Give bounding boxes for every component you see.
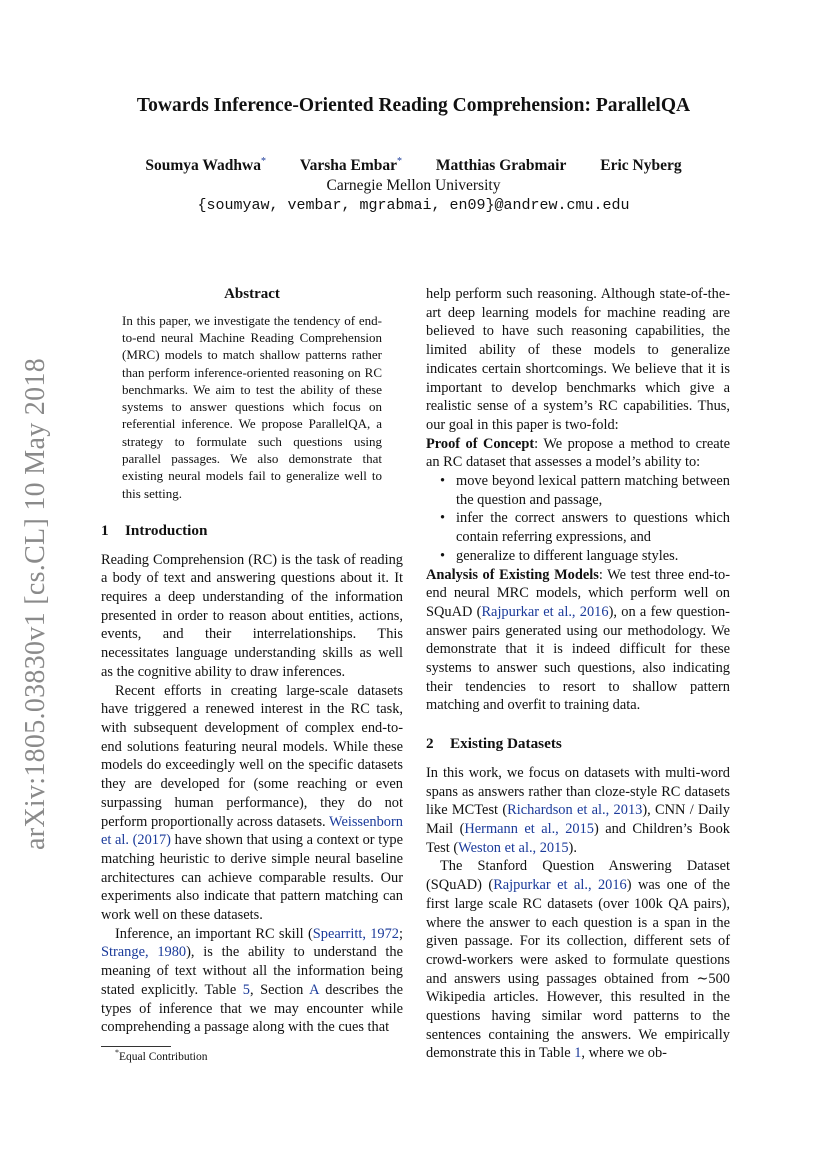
citation-weston[interactable]: Weston et al., 2015 bbox=[458, 839, 569, 856]
citation-richardson[interactable]: Richardson et al., 2013 bbox=[507, 802, 643, 819]
intro-paragraph-3: Inference, an important RC skill (Spearritt, 1972; Strange, 1980), is the ability to understand the meaning of text without all the information being stated explicitly. Table 5, Section A describes the types of inference that we may encounter while comprehending a passage along with the cues that bbox=[101, 925, 404, 1036]
citation-rajpurkar[interactable]: Rajpurkar et al., 2016 bbox=[481, 603, 609, 620]
right-column bbox=[426, 285, 730, 1063]
citation-rajpurkar-2[interactable]: Rajpurkar et al., 2016 bbox=[493, 877, 627, 894]
author-list bbox=[0, 156, 827, 175]
abstract-body: In this paper, we investigate the tendency of end-to-end neural Machine Reading Comprehension (MRC) models to match shallow patterns rather than perform inference-oriented reasoning on RC benchmarks. We aim to test the ability of these systems to answer questions which focus on referential inference. We propose ParallelQA, a strategy to formulate such questions using parallel passages. We also demonstrate that existing neural models fail to generalize well to this setting. bbox=[122, 312, 382, 501]
paper-title: Towards Inference-Oriented Reading Comprehension: ParallelQA bbox=[136, 95, 691, 116]
list-item: • infer the correct answers to questions which contain referring expressions, and bbox=[440, 510, 730, 546]
bullet-icon: • bbox=[440, 547, 446, 564]
author-4: Eric Nyberg bbox=[600, 157, 682, 175]
intro-paragraph-1: Reading Comprehension (RC) is the task of reading a body of text and answering questions about it. It requires a deep understanding of the information presented in order to reason about entities, actions, events, and their interrelationships. This necessitates language understanding skills as well as the cognitive ability to draw inferences. bbox=[101, 551, 403, 680]
bullet-icon: • bbox=[440, 473, 446, 490]
bullet-icon: • bbox=[440, 510, 446, 527]
left-column bbox=[101, 285, 403, 1037]
citation-strange[interactable]: Strange, 1980 bbox=[101, 944, 187, 961]
arxiv-identifier: arXiv:1805.03830v1 [cs.CL] 10 May 2018 bbox=[20, 357, 51, 850]
goal-bullet-list bbox=[426, 472, 730, 566]
footnote-divider bbox=[101, 1046, 171, 1047]
author-emails: {soumyaw, vembar, mgrabmai, en09}@andrew.cmu.edu bbox=[197, 197, 630, 214]
analysis-label: Analysis of Existing Models bbox=[426, 566, 599, 583]
footnote: *Equal Contribution bbox=[115, 1048, 208, 1063]
affiliation: Carnegie Mellon University bbox=[326, 177, 501, 194]
section-1-heading: 1 Introduction bbox=[101, 521, 208, 539]
proof-of-concept-paragraph: Proof of Concept: We propose a method to create an RC dataset that assesses a model’s ability to: bbox=[426, 435, 730, 471]
datasets-paragraph-2: The Stanford Question Answering Dataset (SQuAD) (Rajpurkar et al., 2016) was one of the first large scale RC datasets (over 100k QA pairs), where the answer to each question is a span in the given passage. For its collection, different sets of crowd-workers were asked to formulate questions and answers using passages obtained from ∼500 Wikipedia articles. However, this resulted in the questions having similar word patterns to the sentences containing the answers. We empirically demonstrate this in Table 1, where we ob- bbox=[426, 858, 730, 1062]
citation-hermann[interactable]: Hermann et al., 2015 bbox=[464, 820, 594, 837]
table-1-link[interactable]: 1 bbox=[574, 1045, 582, 1062]
list-item: • generalize to different language styles. bbox=[440, 547, 679, 564]
citation-spearritt[interactable]: Spearritt, 1972 bbox=[312, 925, 400, 942]
author-2: Varsha Embar* bbox=[299, 156, 403, 175]
section-2-heading: 2 Existing Datasets bbox=[426, 735, 562, 753]
list-item: • move beyond lexical pattern matching between the question and passage, bbox=[440, 473, 730, 508]
datasets-paragraph-1: In this work, we focus on datasets with multi-word spans as answers rather than cloze-style RC datasets like MCTest (Richardson et al., 2013), CNN / Daily Mail (Hermann et al., 2015) and Children’s Book Test (Weston et al., 2015). bbox=[426, 764, 730, 856]
abstract-heading: Abstract bbox=[224, 286, 280, 302]
proof-of-concept-label: Proof of Concept bbox=[426, 435, 535, 452]
author-1: Soumya Wadhwa* bbox=[145, 156, 266, 175]
author-3: Matthias Grabmair bbox=[435, 157, 567, 175]
intro-continued-paragraph: help perform such reasoning. Although state-of-the-art deep learning models for machine reading are believed to have such reasoning capabilities, the limited ability of these models to generalize indicates certain shortcomings. We believe that it is important to develop benchmarks which give a realistic sense of a system’s RC capabilities. Thus, our goal in this paper is two-fold: bbox=[426, 286, 730, 433]
section-a-link[interactable]: A bbox=[309, 981, 319, 998]
intro-paragraph-2: Recent efforts in creating large-scale datasets have triggered a renewed interest in the RC task, with subsequent development of complex end-to-end solutions featuring neural models. While these models do exceedingly well on the specific datasets they are developed for (some reaching or even surpassing human performance), they do not perform proportionally across datasets. Weissenborn et al. (2017) have shown that using a context or type matching heuristic to derive simple neural baseline architectures can achieve comparable results. Our experiments also indicate that pattern matching can work well on these datasets. bbox=[101, 682, 403, 924]
analysis-paragraph: Analysis of Existing Models: We test three end-to-end neural MRC models, which perform well on SQuAD (Rajpurkar et al., 2016), on a few question-answer pairs generated using our methodology. We demonstrate that it is indeed difficult for these systems to answer such questions, also indicating their tendencies to resort to shallow pattern matching and overfit to training data. bbox=[426, 566, 730, 714]
citation-weissenborn[interactable]: Weissenborn et al. (2017) bbox=[101, 813, 403, 849]
table-5-link[interactable]: 5 bbox=[242, 981, 250, 998]
